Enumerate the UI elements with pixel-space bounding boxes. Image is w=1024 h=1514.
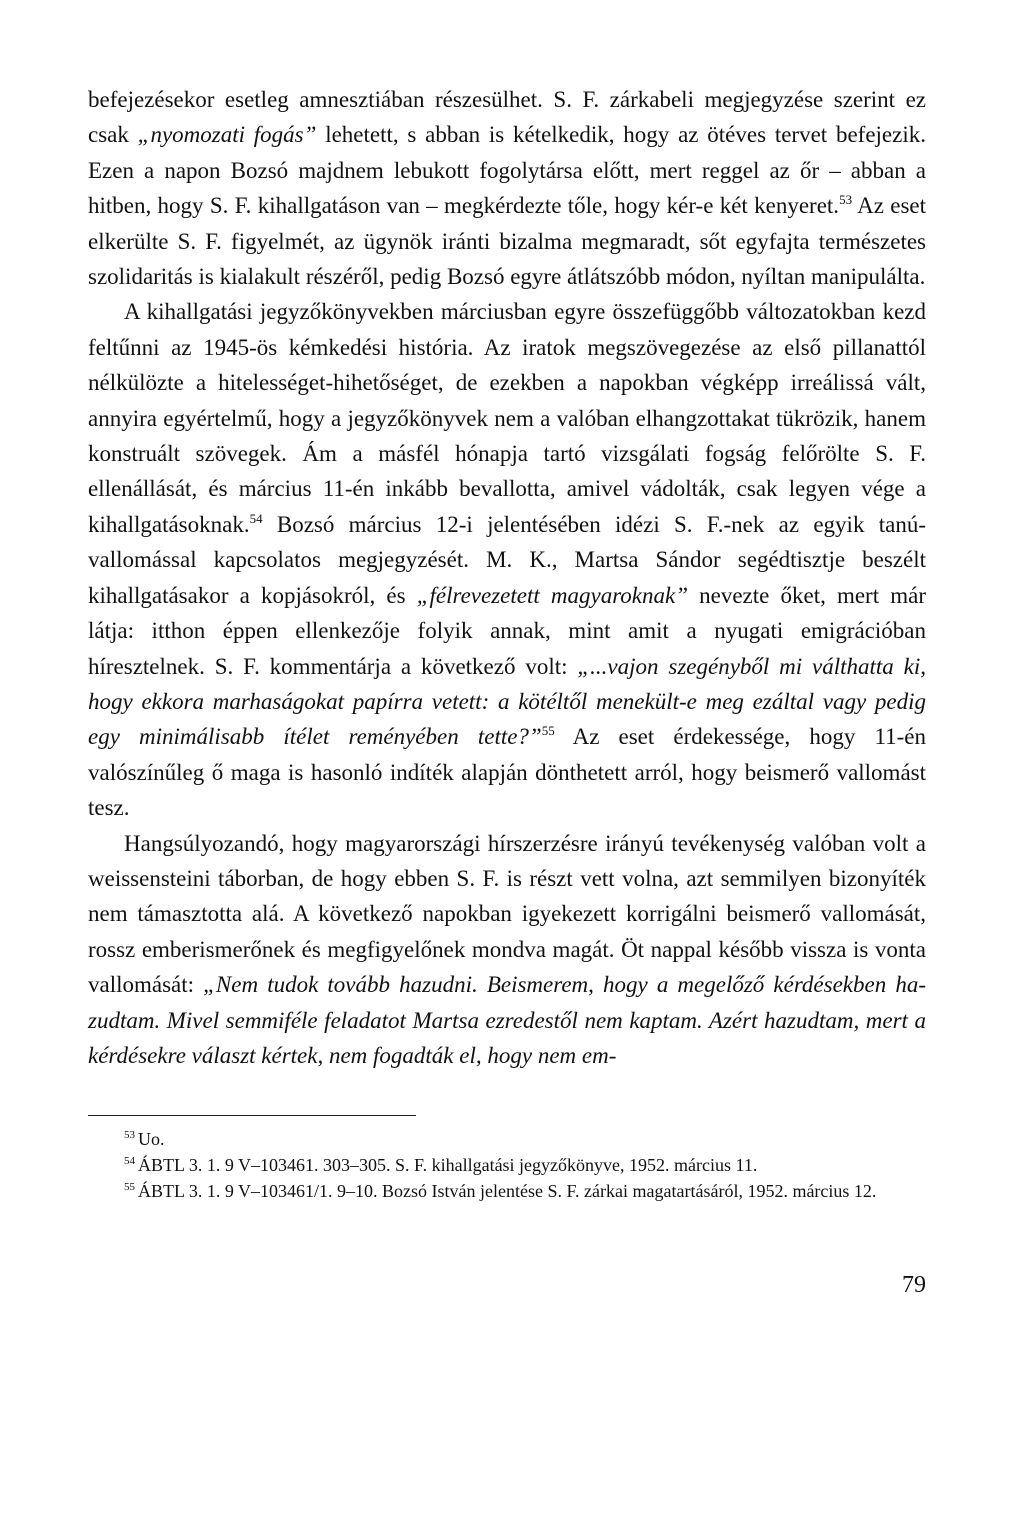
paragraph-3	[88, 826, 926, 1074]
italic-quote: „félrevezetett magyaroknak”	[416, 582, 689, 608]
body-text	[88, 82, 926, 1073]
italic-quote: „...vajon szegényből mi válthatta ki, hogy ekkora marhaságokat papírra vetett: a kötéltől menekült-e meg ezáltal vagy pedig egy minimálisabb ítélet reményében tette?”	[88, 653, 926, 750]
footnote-ref: 55	[541, 723, 555, 739]
footnote-number: 53	[124, 1129, 135, 1142]
text-run: Bozsó március 12-i jelentésében idézi S. F.-nek az egyik tanúvallomással kapcsolatos megjegyzését. M. K., Martsa Sándor segédtisztje beszélt kihallgatásakor a kopjásokról, és	[88, 511, 926, 608]
italic-quote: „nyomozati fogás”	[137, 122, 317, 148]
page-content	[88, 82, 926, 1204]
footnote-number: 54	[124, 1155, 135, 1168]
text-run: befejezésekor esetleg amnesztiában részesülhet. S. F. zárkabeli megjegyzése szerint ez csak	[88, 87, 926, 148]
footnote-ref: 54	[249, 510, 263, 526]
footnote-text: ÁBTL 3. 1. 9 V–103461. 303–305. S. F. kihallgatási jegyzőkönyve, 1952. március 11.	[138, 1155, 758, 1176]
text-run: nevezte őket, mert már látja: itthon éppen ellenkezője folyik annak, mint amit a nyugati emigrációban híresztelnek. S. F. kommentárja a következő volt:	[88, 582, 926, 679]
text-run: Az eset érdekessége, hogy 11-én valószínűleg ő maga is hasonló indíték alapján dönthetett arról, hogy beismerő vallomást tesz.	[88, 724, 926, 821]
footnote-text: Uo.	[138, 1129, 165, 1150]
footnote-divider	[88, 1115, 416, 1116]
text-run: lehetett, s abban is kételkedik, hogy az ötéves tervet befejezik. Ezen a napon Bozsó majdnem lebukott fogolytársa előtt, mert reggel az őr – abban a hitben, hogy S. F. kihallgatáson van – megkérdezte tőle, hogy kér-e két kenyeret.	[88, 122, 926, 219]
footnote-53	[88, 1126, 926, 1152]
footnote-number: 55	[124, 1181, 135, 1194]
footnote-54	[88, 1152, 926, 1178]
italic-quote: „Nem tudok tovább hazudni. Beismerem, hogy a megelőző kérdésekben hazudtam. Mivel semmiféle feladatot Martsa ezredestől nem kaptam. Azért hazudtam, mert a kérdésekre választ kértek, nem fogadták el, hogy nem em-	[88, 972, 926, 1068]
footnote-text: ÁBTL 3. 1. 9 V–103461/1. 9–10. Bozsó István jelentése S. F. zárkai magatartásáról, 1952. március 12.	[138, 1181, 877, 1202]
paragraph-2	[88, 294, 926, 825]
footnote-ref: 53	[839, 192, 853, 208]
page-number: 79	[902, 1272, 926, 1298]
text-run: A kihallgatási jegyzőkönyvekben márciusban egyre összefüggőbb változatokban kezd feltűnni az 1945-ös kémkedési história. Az iratok megszövegezése az első pillanattól nélkülözte a hitelességet-hihetőséget, de ezekben a napokban végképp irreálissá vált, annyira egyértelmű, hogy a jegyzőkönyvek nem a valóban elhangzottakat tükrözik, hanem konstruált szövegek. Ám a másfél hónapja tartó vizsgálati fogság felőrölte S. F. ellenállását, és március 11-én inkább bevallotta, amivel vádolták, csak legyen vége a kihallgatásoknak.	[88, 299, 926, 537]
paragraph-1	[88, 82, 926, 294]
text-run: Hangsúlyozandó, hogy magyarországi hírszerzésre irányú tevékenység valóban volt a weissensteini táborban, de hogy ebben S. F. is részt vett volna, azt semmilyen bizonyíték nem támasztotta alá. A következő napokban igyekezett korrigálni beismerő vallomását, rossz emberismerőnek és megfigyelőnek mondva magát. Öt nappal később vissza is vonta vallomását:	[88, 830, 926, 998]
footnotes	[88, 1126, 926, 1204]
footnote-55	[88, 1178, 926, 1204]
text-run: Az eset elkerülte S. F. figyelmét, az ügynök iránti bizalma megmaradt, sőt egyfajta természetes szolidaritás is kialakult részéről, pedig Bozsó egyre átlátszóbb módon, nyíltan manipulálta.	[88, 193, 926, 290]
